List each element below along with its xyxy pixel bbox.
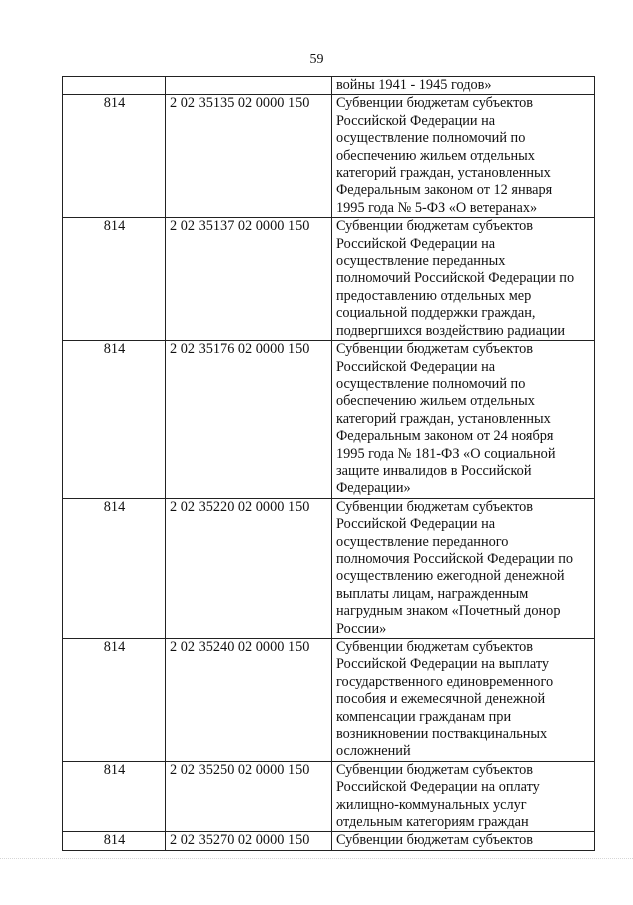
description-line: Субвенции бюджетам субъектов [336,498,534,515]
description-line: защите инвалидов в Российской [336,462,532,479]
description-line: отдельным категориям граждан [336,814,529,831]
description-line: категорий граждан, установленных [336,410,551,427]
table-row [63,832,595,850]
description-line: компенсации гражданам при [336,708,512,725]
description-line: выплаты лицам, награжденным [336,585,529,602]
description-cell [332,341,595,499]
budget-code-cell: 2 02 35250 02 0000 150 [166,761,332,832]
description-line: России» [336,620,387,637]
description-cell [332,761,595,832]
description-line: категорий граждан, установленных [336,165,551,182]
scan-artifact-line [0,858,633,860]
table-row [63,639,595,762]
description-line: Субвенции бюджетам субъектов [336,639,534,655]
description-line: войны 1941 - 1945 годов» [336,77,492,93]
budget-code-cell: 2 02 35176 02 0000 150 [166,341,332,499]
description-line: Субвенции бюджетам субъектов [336,761,534,778]
table-row [63,77,595,95]
description-line: жилищно-коммунальных услуг [336,796,527,813]
description-line: обеспечению жильем отдельных [336,147,535,164]
admin-code-cell: 814 [63,341,166,499]
description-cell [332,218,595,341]
description-line: нагрудным знаком «Почетный донор [336,603,561,620]
admin-code-cell: 814 [63,218,166,341]
description-line: осуществлению ежегодной денежной [336,568,565,585]
admin-code-cell [63,77,166,95]
description-line: социальной поддержки граждан, [336,305,536,322]
budget-code-cell: 2 02 35220 02 0000 150 [166,498,332,638]
description-line: Российской Федерации на [336,235,496,252]
description-line: Субвенции бюджетам субъектов [336,218,534,235]
admin-code-cell: 814 [63,639,166,762]
budget-code-cell: 2 02 35240 02 0000 150 [166,639,332,762]
table-row [63,218,595,341]
budget-code-cell: 2 02 35137 02 0000 150 [166,218,332,341]
table-body [63,77,595,851]
description-line: пособия и ежемесячной денежной [336,691,546,708]
budget-classification-table [62,76,595,851]
description-cell [332,639,595,762]
description-line: подвергшихся воздействию радиации [336,322,566,339]
description-line: Российской Федерации на [336,516,496,533]
table-row [63,761,595,832]
page-number: 59 [309,52,324,67]
description-line: полномочия Российской Федерации по [336,550,574,567]
table-row [63,341,595,499]
description-line: Российской Федерации на [336,112,496,129]
description-line: Федеральным законом от 24 ноября [336,428,554,445]
description-line: Российской Федерации на оплату [336,779,540,796]
description-cell [332,77,595,95]
description-line: Российской Федерации на [336,358,496,375]
admin-code-cell: 814 [63,95,166,218]
budget-code-cell [166,77,332,95]
budget-code-cell: 2 02 35270 02 0000 150 [166,832,332,850]
description-line: 1995 года № 5-ФЗ «О ветеранах» [336,199,538,216]
description-line: осложнений [336,743,411,760]
description-line: Федерации» [336,480,411,497]
description-line: государственного единовременного [336,673,554,690]
description-line: Субвенции бюджетам субъектов [336,832,534,849]
description-line: полномочий Российской Федерации по [336,270,575,287]
description-line: Федеральным законом от 12 января [336,182,553,199]
description-line: 1995 года № 181-ФЗ «О социальной [336,445,556,462]
description-line: осуществление полномочий по [336,375,526,392]
description-line: Российской Федерации на выплату [336,656,550,673]
description-line: возникновении поствакцинальных [336,726,548,743]
description-cell [332,832,595,850]
description-cell [332,498,595,638]
admin-code-cell: 814 [63,761,166,832]
description-line: Субвенции бюджетам субъектов [336,95,534,112]
description-cell [332,95,595,218]
table-row [63,95,595,218]
admin-code-cell: 814 [63,832,166,850]
table-row [63,498,595,638]
budget-code-cell: 2 02 35135 02 0000 150 [166,95,332,218]
description-line: осуществление полномочий по [336,130,526,147]
description-line: предоставлению отдельных мер [336,287,532,304]
description-line: осуществление переданного [336,533,509,550]
admin-code-cell: 814 [63,498,166,638]
description-line: Субвенции бюджетам субъектов [336,341,534,358]
description-line: осуществление переданных [336,253,506,270]
description-line: обеспечению жильем отдельных [336,393,535,410]
